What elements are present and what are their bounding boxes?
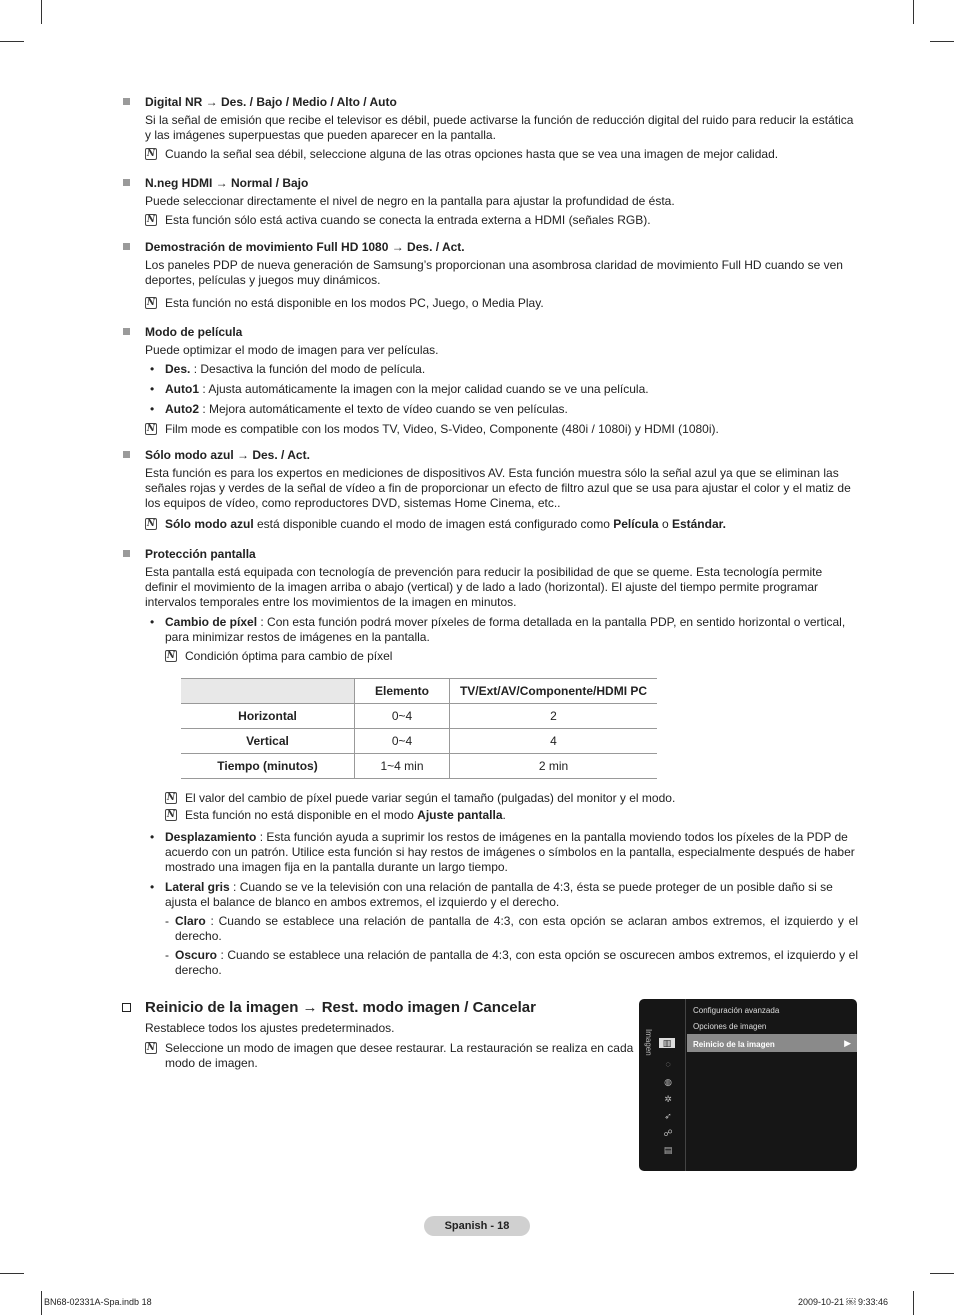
item-text: : Esta función ayuda a suprimir los restos de imágenes en la pantalla moviendo todos los píxeles de la PDP de acuerdo con un patrón. Utilice esta función si hay restos de imágenes o símbolos en la pantalla, especialmente después de haber mostrado una imagen fija en la pantalla durante un largo tiempo.: [165, 830, 855, 874]
item-text: : Cuando se establece una relación de pantalla de 4:3, con esta opción se aclaran ambos extremos, el izquierdo y el derecho.: [175, 914, 858, 943]
tv-osd-menu: [639, 999, 857, 1171]
note-icon: N: [146, 298, 156, 308]
item-text: : Cuando se establece una relación de pantalla de 4:3, con esta opción se oscurecen ambos extremos, el izquierdo y el derecho.: [175, 948, 858, 977]
table-cell: 0~4: [355, 704, 450, 729]
section-heading: N.neg HDMI → Normal / Bajo: [145, 176, 309, 190]
footer-timestamp: 2009-10-21 ￼ 9:33:46: [798, 1297, 889, 1307]
note-text: Esta función no está disponible en el modo: [185, 808, 418, 822]
checkbox-icon: [122, 1003, 131, 1012]
item-text: : Desactiva la función del modo de película.: [190, 362, 426, 376]
item-key: Cambio de píxel: [165, 615, 258, 629]
item-text: : Mejora automáticamente el texto de vídeo cuando se ven películas.: [199, 402, 568, 416]
osd-sidebar: [639, 999, 686, 1171]
table-header: [181, 679, 355, 704]
note-icon: N: [166, 810, 176, 820]
note-text: Cuando la señal sea débil, seleccione alguna de las otras opciones hasta que se vea una imagen de mejor calidad.: [165, 147, 779, 161]
note-text: Esta función no está disponible en los modos PC, Juego, o Media Play.: [165, 296, 544, 310]
item-key: Desplazamiento: [165, 830, 257, 844]
table-cell: Tiempo (minutos): [181, 754, 355, 779]
section-text: Esta pantalla está equipada con tecnología de prevención para reducir la posibilidad de que se queme. Esta tecnología permite definir el movimiento de la imagen arriba o abajo (vertical) y de lado a lado (horizontal). El ajuste del tiempo permite programar intervalos temporales entre los movimientos de la imagen en minutos.: [145, 565, 823, 609]
crop-mark: [930, 41, 954, 42]
section-text: Restablece todos los ajustes predeterminados.: [145, 1021, 395, 1035]
table-row: [181, 729, 657, 754]
table-cell: 2 min: [450, 754, 658, 779]
list-item: • Lateral gris : Cuando se ve la televisión con una relación de pantalla de 4:3, ésta se puede proteger de un posible daño si se ajusta el balance de blanco en ambos extremos, el izquierdo y el derecho.: [150, 880, 833, 909]
note: [165, 791, 858, 806]
section-text: Puede optimizar el modo de imagen para ver películas.: [145, 343, 439, 357]
setup-gear-icon[interactable]: ✲: [664, 1094, 672, 1104]
table-cell: Vertical: [181, 729, 355, 754]
crop-mark: [930, 1273, 954, 1274]
section-heading: Demostración de movimiento Full HD 1080 → Des. / Act.: [145, 240, 465, 254]
section-title: Reinicio de la imagen → Rest. modo imagen / Cancelar: [145, 999, 536, 1016]
table-row: [181, 704, 657, 729]
picture-icon[interactable]: ▥: [659, 1038, 675, 1048]
note: [145, 422, 858, 437]
table-header: TV/Ext/AV/Componente/HDMI PC: [450, 679, 658, 704]
item-text: : Con esta función podrá mover píxeles de forma detallada en la pantalla PDP, en sentido horizontal o vertical, para minimizar restos de imágenes en la pantalla.: [165, 615, 846, 644]
note-key: Película: [613, 517, 659, 531]
square-bullet-icon: [123, 328, 130, 335]
item-text: : Cuando se ve la televisión con una relación de pantalla de 4:3, ésta se puede proteger de un posible daño si se ajusta el balance de blanco en ambos extremos, el izquierdo y el derecho.: [165, 880, 833, 909]
table-header: Elemento: [355, 679, 450, 704]
manual-content: [122, 95, 858, 978]
channel-icon[interactable]: ◍: [664, 1077, 672, 1087]
section-text: Esta función es para los expertos en mediciones de dispositivos AV. Esta función muestra sólo la señal azul ya que se eliminan las señales rojas y verdes de la señal de vídeo a fin de proporcionar un efecto de filtro azul que se usa para ajustar el color y el matiz de los equipos de vídeo, como reproductores DVD, sistemas Home Cinema, etc..: [145, 466, 851, 510]
crop-mark: [41, 0, 42, 24]
section-heading: Protección pantalla: [145, 547, 256, 561]
note-text: está disponible cuando el modo de imagen está configurado como: [253, 517, 614, 531]
crop-mark: [41, 1291, 42, 1315]
note-icon: N: [146, 149, 156, 159]
item-text: : Ajusta automáticamente la imagen con la mejor calidad cuando se ve una película.: [199, 382, 649, 396]
note-icon: N: [146, 519, 156, 529]
section-text: Los paneles PDP de nueva generación de Samsung’s proporcionan una asombrosa claridad de movimiento Full HD cuando se ven deportes, películas y juegos muy dinámicos.: [145, 258, 843, 287]
table-cell: 1~4 min: [355, 754, 450, 779]
note: [145, 213, 858, 228]
osd-menu-item[interactable]: Opciones de imagen: [693, 1022, 767, 1031]
table-header-row: [181, 679, 657, 704]
note-key: Ajuste pantalla: [417, 808, 503, 822]
note: [165, 649, 858, 664]
list-item: • Cambio de píxel : Con esta función podrá mover píxeles de forma detallada en la pantalla PDP, en sentido horizontal o vertical, para minimizar restos de imágenes en la pantalla.: [150, 615, 846, 644]
table-row: [181, 754, 657, 779]
note-text: o: [658, 517, 672, 531]
note: [145, 517, 858, 532]
square-bullet-icon: [123, 179, 130, 186]
list-item: • Desplazamiento : Esta función ayuda a suprimir los restos de imágenes en la pantalla moviendo todos los píxeles de la PDP de acuerdo con un patrón. Utilice esta función si hay restos de imágenes o símbolos en la pantalla, especialmente después de haber mostrado una imagen fija en la pantalla durante un largo tiempo.: [150, 830, 855, 874]
note-text: Seleccione un modo de imagen que desee restaurar. La restauración se realiza en cada modo de imagen.: [165, 1041, 634, 1070]
square-bullet-icon: [123, 451, 130, 458]
note-text: Condición óptima para cambio de píxel: [185, 649, 393, 663]
section-full-hd-demo: [122, 240, 858, 311]
osd-menu-item-label: Reinicio de la imagen: [693, 1040, 775, 1049]
note: [145, 1041, 635, 1071]
note: [145, 296, 858, 311]
note-icon: N: [146, 215, 156, 225]
note-icon: N: [146, 1043, 156, 1053]
section-picture-reset: [122, 998, 634, 1071]
crop-mark: [913, 0, 914, 24]
square-bullet-icon: [123, 550, 130, 557]
section-heading: Digital NR → Des. / Bajo / Medio / Alto / Auto: [145, 95, 397, 109]
pixel-shift-table: [181, 678, 657, 779]
note-text: El valor del cambio de píxel puede variar según el tamaño (pulgadas) del monitor y el modo.: [185, 791, 676, 805]
note-icon: N: [166, 651, 176, 661]
sound-icon[interactable]: ◌: [665, 1059, 671, 1069]
item-key: Auto1: [165, 382, 199, 396]
crop-mark: [913, 1291, 914, 1315]
osd-menu-item[interactable]: Configuración avanzada: [693, 1006, 780, 1015]
support-icon[interactable]: ▤: [663, 1145, 673, 1155]
osd-category-label: Imagen: [644, 1029, 653, 1056]
section-heading: Modo de película: [145, 325, 243, 339]
note-text: Esta función sólo está activa cuando se conecta la entrada externa a HDMI (señales RGB).: [165, 213, 651, 227]
square-bullet-icon: [123, 243, 130, 250]
list-item: • Auto1 : Ajusta automáticamente la imagen con la mejor calidad cuando se ve una película.: [150, 382, 649, 396]
table-cell: 2: [450, 704, 658, 729]
sub-list-item: - Claro : Cuando se establece una relación de pantalla de 4:3, con esta opción se aclaran ambos extremos, el izquierdo y el derecho.: [165, 914, 858, 943]
section-heading: Sólo modo azul → Des. / Act.: [145, 448, 310, 462]
item-key: Oscuro: [175, 948, 218, 962]
note-key: Sólo modo azul: [165, 517, 254, 531]
note-icon: N: [166, 793, 176, 803]
table-cell: Horizontal: [181, 704, 355, 729]
item-key: Claro: [175, 914, 206, 928]
arrow-right-icon: ▶: [844, 1038, 851, 1048]
note: [165, 808, 858, 823]
footer-file: BN68-02331A-Spa.indb 18: [44, 1297, 152, 1307]
input-icon[interactable]: ➶: [664, 1111, 672, 1121]
section-text: Si la señal de emisión que recibe el televisor es débil, puede activarse la función de reducción digital del ruido para reducir la estática y las imágenes superpuestas que pueden aparecer en la pantalla.: [145, 113, 854, 142]
section-screen-burn-protection: [122, 547, 858, 978]
note-icon: N: [146, 424, 156, 434]
section-film-mode: [122, 325, 858, 437]
note-text: Film mode es compatible con los modos TV, Video, S-Video, Componente (480i / 1080i) y HDMI (1080i).: [165, 422, 719, 436]
item-key: Des.: [165, 362, 191, 376]
section-text: Puede seleccionar directamente el nivel de negro en la pantalla para ajustar la profundidad de ésta.: [145, 194, 675, 208]
osd-menu-item-selected[interactable]: [687, 1034, 857, 1052]
list-item: • Des. : Desactiva la función del modo de película.: [150, 362, 426, 376]
table-cell: 0~4: [355, 729, 450, 754]
note: [145, 147, 858, 162]
table-cell: 4: [450, 729, 658, 754]
sub-list-item: - Oscuro : Cuando se establece una relación de pantalla de 4:3, con esta opción se oscurecen ambos extremos, el izquierdo y el derecho.: [165, 948, 858, 977]
note-text: .: [502, 808, 506, 822]
application-icon[interactable]: ☍: [663, 1128, 673, 1138]
section-hdmi-black-level: [122, 176, 858, 228]
section-digital-nr: [122, 95, 858, 162]
page-number: Spanish - 18: [424, 1216, 530, 1236]
crop-mark: [0, 41, 24, 42]
section-blue-only-mode: [122, 448, 858, 532]
note-key: Estándar.: [671, 517, 726, 531]
square-bullet-icon: [123, 98, 130, 105]
item-key: Auto2: [165, 402, 199, 416]
item-key: Lateral gris: [165, 880, 230, 894]
crop-mark: [0, 1273, 24, 1274]
list-item: • Auto2 : Mejora automáticamente el texto de vídeo cuando se ven películas.: [150, 402, 568, 416]
